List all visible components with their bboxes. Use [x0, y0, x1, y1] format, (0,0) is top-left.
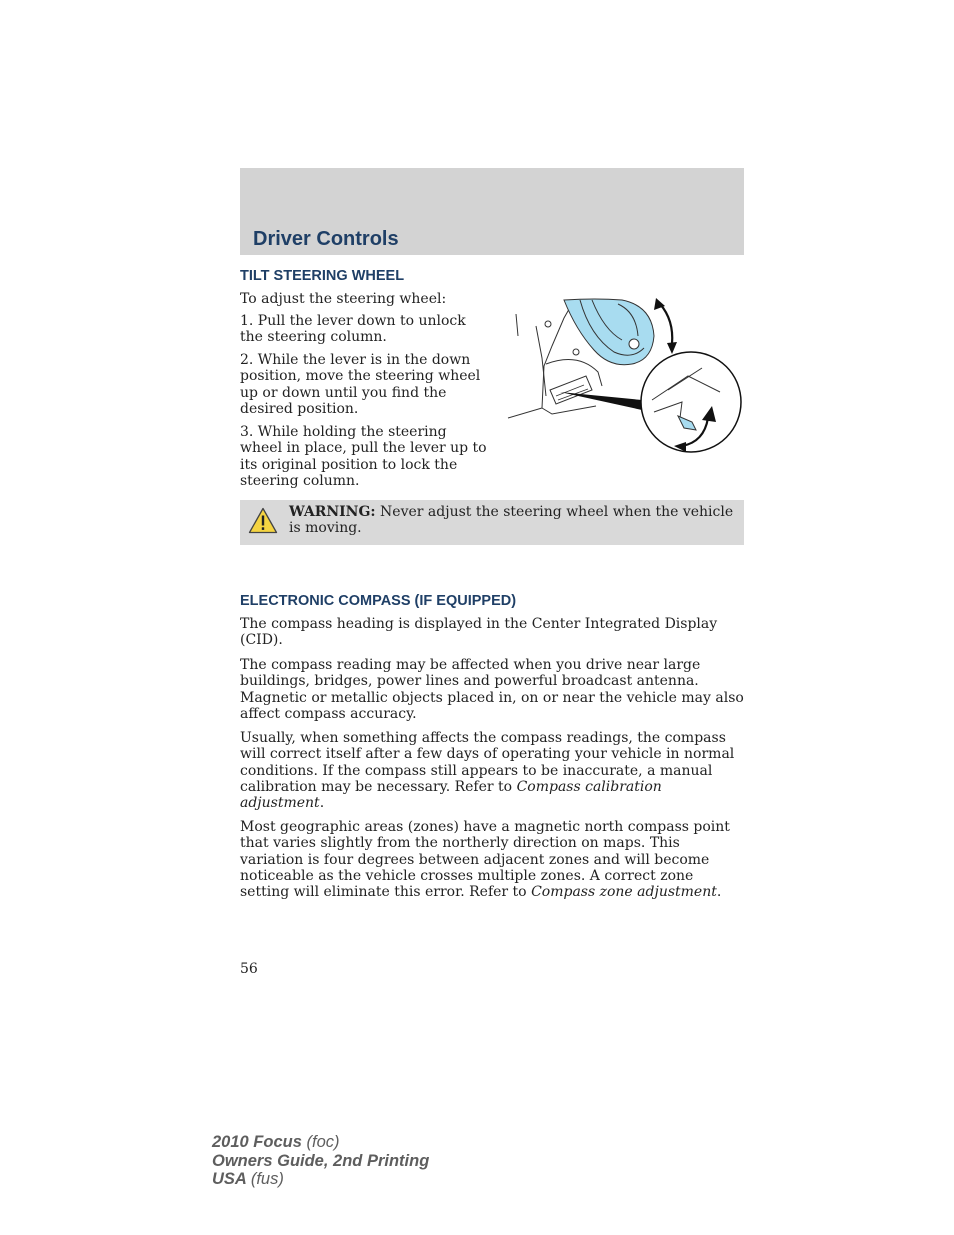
- footer-model: 2010 Focus: [212, 1133, 302, 1151]
- footer-region-code: (fus): [250, 1170, 284, 1188]
- compass-paragraph-2: The compass reading may be affected when you drive near large buildings, bridges, power lines and powerful broadcast antenna. Magnetic or metallic objects placed in, on or near the vehicle may also affect compass accuracy.: [240, 657, 744, 722]
- section-title: Driver Controls: [253, 228, 399, 250]
- footer-line-2: Owners Guide, 2nd Printing: [212, 1151, 430, 1170]
- tilt-steering-heading: TILT STEERING WHEEL: [240, 268, 405, 284]
- warning-triangle-icon: [248, 507, 278, 534]
- compass-paragraph-3-end: .: [319, 795, 325, 812]
- compass-paragraph-1: The compass heading is displayed in the Center Integrated Display (CID).: [240, 616, 718, 649]
- footer-region: USA: [212, 1170, 247, 1188]
- tilt-steering-illustration: [506, 296, 746, 456]
- section-header: [240, 168, 744, 255]
- compass-paragraph-3: [240, 730, 746, 811]
- compass-paragraph-4: [240, 819, 746, 900]
- tilt-step-1: 1. Pull the lever down to unlock the steering column.: [240, 313, 466, 346]
- warning-message: Never adjust the steering wheel when the vehicle is moving.: [289, 504, 734, 537]
- warning-box: [240, 500, 744, 545]
- warning-label: WARNING:: [289, 504, 376, 520]
- warning-text: [289, 504, 736, 537]
- compass-heading: ELECTRONIC COMPASS (IF EQUIPPED): [240, 593, 517, 609]
- page-number: 56: [240, 961, 258, 977]
- compass-zone-reference: Compass zone adjustment: [531, 884, 717, 901]
- compass-paragraph-3-text: Usually, when something affects the compass readings, the compass will correct itself after a few days of operating your vehicle in normal conditions. If the compass still appears to be inaccurate, a manual calibration may be necessary. Refer to: [240, 730, 735, 795]
- tilt-step-2: 2. While the lever is in the down position, move the steering wheel up or down until you find the desired position.: [240, 352, 481, 417]
- compass-paragraph-4-text: Most geographic areas (zones) have a magnetic north compass point that varies slightly from the northerly direction on maps. This variation is four degrees between adjacent zones and will become noticeable as the vehicle crosses multiple zones. A correct zone setting will eliminate this error. Refer to: [240, 819, 730, 901]
- compass-calibration-reference: Compass calibration adjustment: [240, 778, 662, 812]
- footer: [212, 1133, 429, 1189]
- footer-model-code: (foc): [306, 1133, 340, 1151]
- tilt-intro: To adjust the steering wheel:: [240, 291, 447, 307]
- footer-line-1: [212, 1133, 429, 1152]
- tilt-step-3: 3. While holding the steering wheel in place, pull the lever up to its original position to lock the steering column.: [240, 424, 487, 489]
- compass-paragraph-4-end: .: [716, 884, 722, 901]
- footer-line-3: [212, 1170, 429, 1189]
